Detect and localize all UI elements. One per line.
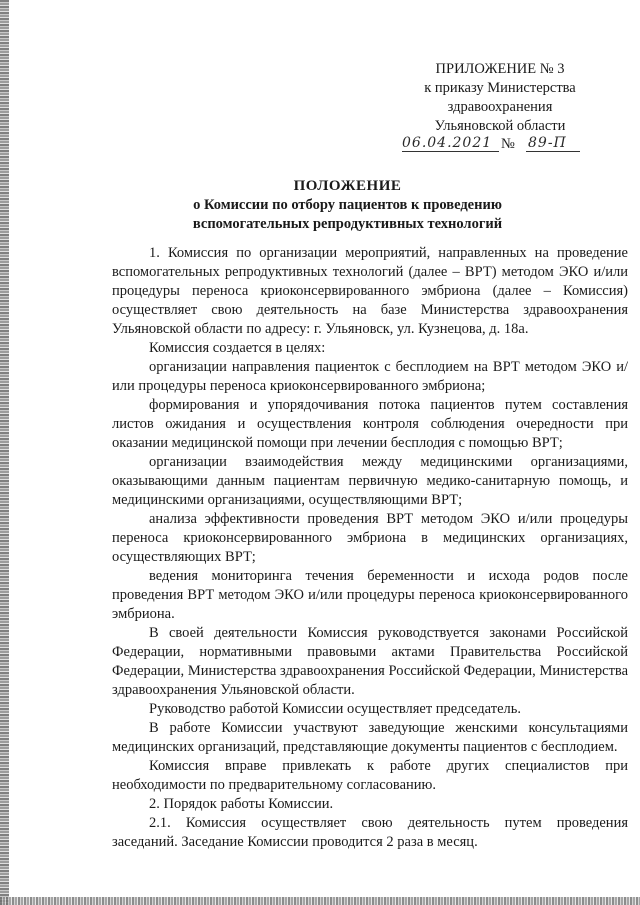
paragraph-4: формирования и упорядочивания потока пациентов путем составления листов ожидания и осуществления контроля соблюдения очередности при оказании медицинской помощи при лечении бесплодия с помощью ВРТ; (112, 397, 628, 451)
number-label: № (501, 136, 515, 152)
number-underline (526, 151, 580, 152)
handwritten-number: 89-П (528, 135, 567, 151)
scan-edge-left (0, 0, 9, 905)
annex-number: ПРИЛОЖЕНИЕ № 3 (435, 61, 565, 77)
annex-header (380, 60, 620, 136)
scan-edge-bottom (0, 897, 640, 905)
paragraph-1: 1. Комиссия по организации мероприятий, направленных на проведение вспомогательных репродуктивных технологий (далее – ВРТ) методом ЭКО и/или процедуры переноса криоконсервированного эмбриона (далее – Комиссия) осуществляет свою деятельность на базе Министерства здравоохранения Ульяновской области по адресу: г. Ульяновск, ул. Кузнецова, д. 18а. (112, 245, 628, 337)
annex-region: Ульяновской области (434, 118, 566, 134)
paragraph-8: В своей деятельности Комиссия руководствуется законами Российской Федерации, нормативными правовыми актами Правительства Российской Федерации, Министерства здравоохранения Российской Федерации, Министерства здравоохранения Ульяновской области. (112, 625, 628, 698)
handwritten-date: 06.04.2021 (402, 135, 493, 151)
document-body (112, 244, 628, 852)
paragraph-11: Комиссия вправе привлекать к работе других специалистов при необходимости по предварительному согласованию. (112, 758, 628, 793)
annex-ministry: здравоохранения (447, 99, 553, 115)
paragraph-6: анализа эффективности проведения ВРТ методом ЭКО и/или процедуры переноса криоконсервированного эмбриона в медицинских организациях, осуществляющих ВРТ; (112, 511, 628, 565)
paragraph-3: организации направления пациенток с бесплодием на ВРТ методом ЭКО и/или процедуры переноса криоконсервированного эмбриона; (112, 359, 628, 394)
date-underline (402, 151, 499, 152)
order-date-number (380, 134, 620, 156)
paragraph-12: 2. Порядок работы Комиссии. (149, 796, 334, 812)
paragraph-2: Комиссия создается в целях: (149, 340, 326, 356)
paragraph-9: Руководство работой Комиссии осуществляет председатель. (149, 701, 521, 717)
paragraph-7: ведения мониторинга течения беременности и исхода родов после проведения ВРТ методом ЭКО и/или процедуры переноса криоконсервированного эмбриона. (112, 568, 628, 622)
paragraph-10: В работе Комиссии участвуют заведующие женскими консультациями медицинских организаций, представляющие документы пациентов с бесплодием. (112, 720, 628, 755)
document-title (60, 176, 635, 234)
paragraph-13: 2.1. Комиссия осуществляет свою деятельность путем проведения заседаний. Заседание Комиссии проводится 2 раза в месяц. (112, 815, 628, 850)
title-main: ПОЛОЖЕНИЕ (293, 178, 402, 194)
paragraph-5: организации взаимодействия между медицинскими организациями, оказывающими данным пациентам первичную медико-санитарную помощь, и медицинскими организациями, осуществляющими ВРТ; (112, 454, 628, 508)
title-sub-line-2: вспомогательных репродуктивных технологий (192, 216, 503, 232)
title-sub-line-1: о Комиссии по отбору пациентов к проведению (193, 197, 502, 213)
annex-order-ref: к приказу Министерства (424, 80, 576, 96)
